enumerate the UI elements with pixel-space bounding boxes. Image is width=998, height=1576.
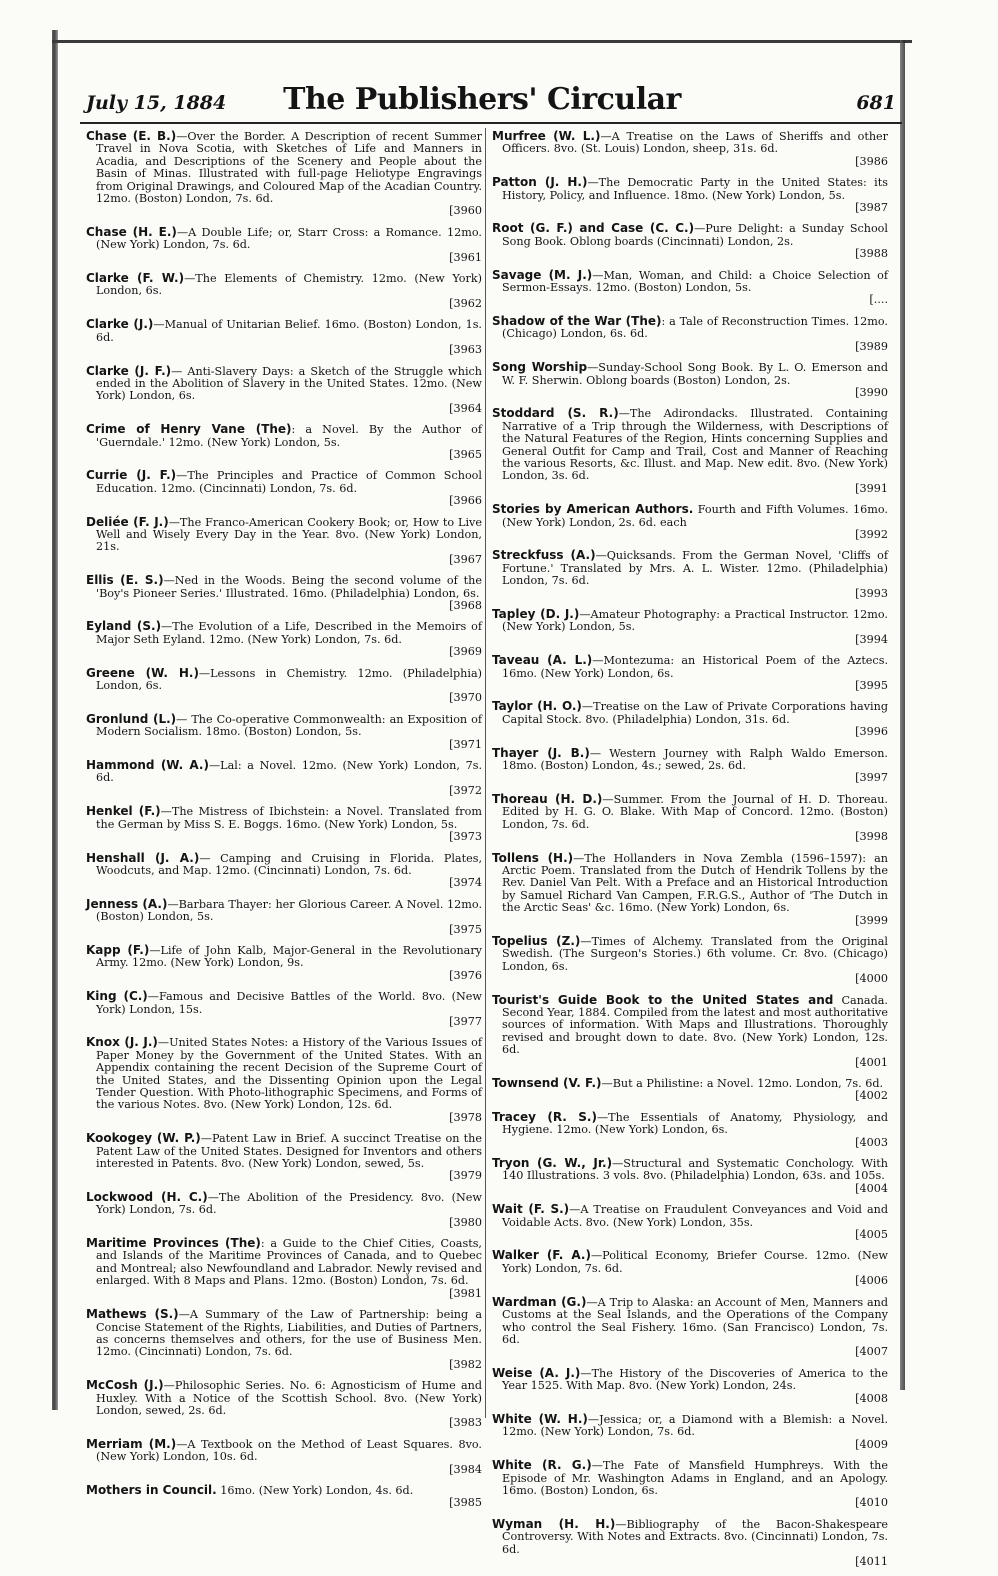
- entry-text: —A Textbook on the Method of Least Squares. 8vo. (New York) London, 10s. 6d.: [96, 1437, 482, 1464]
- entry-text: —Summer. From the Journal of H. D. Thoreau. Edited by H. G. O. Blake. With Map of Concord. 12mo. (Boston) London, 7s. 6d.: [502, 792, 888, 831]
- column-divider: [485, 128, 486, 1418]
- entry-heading: Patton (J. H.): [492, 175, 588, 190]
- entry-heading: Walker (F. A.): [492, 1248, 591, 1263]
- entry-text: —A Double Life; or, Starr Cross: a Romance. 12mo. (New York) London, 7s. 6d.: [96, 225, 482, 252]
- entry-text: — Western Journey with Ralph Waldo Emerson. 18mo. (Boston) London, 4s.; sewed, 2s. 6d.: [502, 746, 888, 773]
- entry-number: [3980: [449, 1215, 482, 1229]
- entry-heading: Thoreau (H. D.): [492, 791, 603, 806]
- entry-number: [3968: [449, 599, 482, 612]
- entry-heading: Topelius (Z.): [492, 933, 581, 948]
- entry-heading: Jenness (A.): [86, 896, 168, 911]
- entry-text: — Camping and Cruising in Florida. Plates, Woodcuts, and Map. 12mo. (Cincinnati) London, 7s. 6d.: [96, 851, 483, 877]
- entry-text: —Man, Woman, and Child: a Choice Selection of Sermon-Essays. 12mo. (Boston) London, 5s.: [502, 268, 888, 295]
- entry-heading: Currie (J. F.): [86, 468, 177, 483]
- entry-text: —The Adirondacks. Illustrated. Containing Narrative of a Trip through the Wilderness, with Descriptions of the Natural Features of the Region, Hints concerning Supplies and General Outfit for Camp and Trail, Cost and Manner of Reaching the various Resorts, &c. Illust. and Map. New edit. 8vo. (New York) London, 3s. 6d.: [502, 407, 888, 483]
- catalog-entry: [492, 994, 888, 1069]
- entry-text: —The Fate of Mansfield Humphreys. With the Episode of Mr. Washington Adams in England, and an Apology. 16mo. (Boston) London, 6s.: [502, 1459, 888, 1497]
- entry-number: [....: [869, 293, 888, 307]
- catalog-entry: [492, 176, 888, 214]
- entry-number: [4006: [855, 1274, 888, 1288]
- catalog-entry: [86, 1132, 482, 1183]
- catalog-entry: [492, 935, 888, 986]
- entry-number: [3975: [449, 922, 482, 936]
- entry-text: —Manual of Unitarian Belief. 16mo. (Boston) London, 1s. 6d.: [96, 318, 482, 344]
- entry-number: [3961: [449, 250, 482, 264]
- entry-text: —Political Economy, Briefer Course. 12mo. (New York) London, 7s. 6d.: [502, 1249, 889, 1275]
- entry-text: —Amateur Photography: a Practical Instructor. 12mo. (New York) London, 5s.: [502, 608, 888, 634]
- entry-heading: Kapp (F.): [86, 942, 150, 957]
- header-rule: [80, 122, 902, 124]
- catalog-entry: [86, 1484, 482, 1510]
- entry-text: —Ned in the Woods. Being the second volume of the 'Boy's Pioneer Series.' Illustrated. 16mo. (Philadelphia) London, 6s.: [96, 574, 482, 600]
- entry-number: [3983: [449, 1416, 482, 1430]
- entry-number: [3971: [449, 737, 482, 751]
- entry-number: [3996: [855, 725, 888, 739]
- entry-number: [3964: [449, 401, 482, 415]
- entry-text: —The Elements of Chemistry. 12mo. (New York) London, 6s.: [96, 272, 483, 298]
- catalog-entry: [86, 226, 482, 264]
- entry-heading: McCosh (J.): [86, 1378, 164, 1393]
- entry-number: [3973: [449, 830, 482, 844]
- entry-number: [3994: [855, 632, 888, 646]
- entry-heading: King (C.): [86, 989, 148, 1004]
- entry-heading: Merriam (M.): [86, 1436, 177, 1451]
- catalog-entry: [86, 713, 482, 751]
- catalog-entry: [86, 130, 482, 218]
- entry-number: [3976: [449, 968, 482, 982]
- page-title: The Publishers' Circular: [283, 82, 681, 117]
- entry-heading: Henshall (J. A.): [86, 850, 200, 865]
- entry-heading: Kookogey (W. P.): [86, 1131, 201, 1146]
- entry-text: —The Abolition of the Presidency. 8vo. (New York) London, 7s. 6d.: [96, 1190, 482, 1217]
- entry-text: —Philosophic Series. No. 6: Agnosticism of Hume and Huxley. With a Notice of the Scottish School. 8vo. (New York) London, sewed, 2s. 6d.: [96, 1379, 482, 1417]
- entry-number: [3992: [855, 527, 888, 541]
- catalog-entry: [86, 944, 482, 982]
- entry-number: [3963: [449, 343, 482, 357]
- catalog-entry: [492, 608, 888, 646]
- entry-heading: Wyman (H. H.): [492, 1516, 616, 1531]
- entry-heading: Chase (H. E.): [86, 224, 177, 239]
- entry-number: [3988: [855, 247, 888, 261]
- entry-number: [3986: [855, 154, 888, 168]
- catalog-entry: [86, 852, 482, 890]
- entry-text: —Lessons in Chemistry. 12mo. (Philadelphia) London, 6s.: [96, 666, 482, 693]
- entry-text: Fourth and Fifth Volumes. 16mo. (New York) London, 2s. 6d. each: [502, 503, 888, 529]
- catalog-entry: [492, 549, 888, 600]
- entry-heading: Weise (A. J.): [492, 1365, 581, 1380]
- entry-number: [3979: [449, 1169, 482, 1183]
- catalog-entry: [86, 469, 482, 507]
- catalog-entry: [492, 1203, 888, 1241]
- entry-heading: White (R. G.): [492, 1458, 592, 1473]
- entry-heading: Mathews (S.): [86, 1307, 179, 1322]
- catalog-entry: [492, 407, 888, 495]
- entry-heading: Clarke (J.): [86, 317, 154, 332]
- entry-text: —The Democratic Party in the United States: its History, Policy, and Influence. 18mo. (New York) London, 5s.: [502, 176, 889, 202]
- entry-number: [3960: [449, 204, 482, 218]
- entry-heading: Murfree (W. L.): [492, 129, 601, 143]
- catalog-entry: [492, 1111, 888, 1149]
- entry-text: —A Summary of the Law of Partnership: being a Concise Statement of the Rights, Liabilities, and Duties of Partners, as concerns themselves and others, for the use of Business Men. 12mo. (Cincinnati) London, 7s. 6d.: [96, 1308, 482, 1359]
- entry-number: [3997: [855, 771, 888, 785]
- entry-heading: Clarke (F. W.): [86, 271, 185, 286]
- entry-number: [3981: [449, 1286, 482, 1300]
- catalog-entry: [492, 747, 888, 785]
- catalog-entry: [86, 1237, 482, 1300]
- page-header: [62, 70, 902, 130]
- entry-number: [3985: [449, 1496, 482, 1510]
- entry-heading: Greene (W. H.): [86, 665, 199, 680]
- page-number: 681: [856, 92, 896, 114]
- entry-number: [4005: [855, 1228, 888, 1242]
- entry-text: —Famous and Decisive Battles of the World. 8vo. (New York) London, 15s.: [96, 990, 482, 1016]
- catalog-entry: [492, 222, 888, 260]
- catalog-entry: [492, 1413, 888, 1451]
- document-page: [62, 40, 902, 1568]
- entry-number: [3966: [449, 494, 482, 508]
- entry-text: —The Evolution of a Life, Described in the Memoirs of Major Seth Eyland. 12mo. (New York) London, 7s. 6d.: [96, 620, 482, 646]
- catalog-entry: [492, 315, 888, 353]
- entry-text: —Sunday-School Song Book. By L. O. Emerson and W. F. Sherwin. Oblong boards (Boston) London, 2s.: [502, 361, 888, 387]
- entry-heading: Taylor (H. O.): [492, 699, 582, 714]
- entry-number: [3977: [449, 1014, 482, 1028]
- catalog-entry: [86, 1379, 482, 1430]
- entry-number: [4002: [855, 1089, 888, 1103]
- entry-number: [4003: [855, 1135, 888, 1149]
- entry-heading: Hammond (W. A.): [86, 758, 209, 773]
- entry-heading: Savage (M. J.): [492, 267, 593, 282]
- entry-text: —A Treatise on the Laws of Sheriffs and other Officers. 8vo. (St. Louis) London, sheep, 31s. 6d.: [502, 130, 888, 156]
- entry-heading: Maritime Provinces (The): [86, 1236, 261, 1251]
- entry-number: [3970: [449, 691, 482, 705]
- catalog-entry: [492, 852, 888, 927]
- entry-number: [4008: [855, 1391, 888, 1405]
- entry-text: —The History of the Discoveries of America to the Year 1525. With Map. 8vo. (New York) London, 24s.: [502, 1366, 889, 1393]
- catalog-entry: [86, 423, 482, 461]
- entry-number: [3972: [449, 783, 482, 797]
- entry-text: —Quicksands. From the German Novel, 'Cliffs of Fortune.' Translated by Mrs. A. L. Wister. 12mo. (Philadelphia) London, 7s. 6d.: [502, 549, 888, 588]
- catalog-entry: [86, 1438, 482, 1476]
- entry-heading: Streckfuss (A.): [492, 548, 596, 563]
- entry-number: [3989: [855, 339, 888, 353]
- entry-number: [3987: [855, 201, 888, 215]
- entry-number: [3984: [449, 1462, 482, 1476]
- entry-heading: Henkel (F.): [86, 804, 161, 819]
- catalog-entry: [492, 1296, 888, 1359]
- entry-number: [3962: [449, 296, 482, 310]
- entry-text: —But a Philistine: a Novel. 12mo. London, 7s. 6d.: [601, 1077, 884, 1090]
- entry-number: [3965: [449, 447, 482, 461]
- catalog-entry: [492, 700, 888, 738]
- entry-number: [4000: [855, 972, 888, 986]
- entry-text: —The Hollanders in Nova Zembla (1596–1597): an Arctic Poem. Translated from the Dutch of Hendrik Tollens by the Rev. Daniel Van Pelt. With a Preface and an Historical Introduction by Samuel Richard Van Campen, F.R.G.S., Author of 'The Dutch in the Arctic Seas' &c. 16mo. (New York) London, 6s.: [502, 851, 888, 915]
- entry-text: —Barbara Thayer: her Glorious Career. A Novel. 12mo. (Boston) London, 5s.: [96, 897, 482, 924]
- entry-number: [4007: [855, 1345, 888, 1359]
- catalog-entry: [86, 759, 482, 797]
- entry-text: 16mo. (New York) London, 4s. 6d.: [216, 1483, 414, 1497]
- entry-text: — Anti-Slavery Days: a Sketch of the Struggle which ended in the Abolition of Slavery in the United States. 12mo. (New York) London, 6s.: [96, 364, 483, 403]
- entry-text: —A Treatise on Fraudulent Conveyances and Void and Voidable Acts. 8vo. (New York) London, 35s.: [502, 1203, 888, 1229]
- entry-number: [4011: [855, 1555, 888, 1568]
- entry-heading: Thayer (J. B.): [492, 745, 590, 760]
- catalog-entry: [492, 130, 888, 168]
- entry-number: [4001: [855, 1055, 888, 1069]
- catalog-entry: [492, 1518, 888, 1569]
- entry-heading: Taveau (A. L.): [492, 653, 593, 668]
- entry-heading: Tracey (R. S.): [492, 1109, 597, 1124]
- catalog-entry: [492, 1157, 888, 1195]
- catalog-entry: [492, 1367, 888, 1405]
- entry-heading: Ellis (E. S.): [86, 573, 164, 588]
- entry-number: [4004: [855, 1181, 888, 1195]
- catalog-entry: [86, 272, 482, 310]
- entry-text: —Treatise on the Law of Private Corporations having Capital Stock. 8vo. (Philadelphia) London, 31s. 6d.: [502, 700, 888, 726]
- entry-heading: Townsend (V. F.): [492, 1076, 602, 1090]
- entry-text: —The Principles and Practice of Common School Education. 12mo. (Cincinnati) London, 7s. 6d.: [96, 469, 482, 495]
- entry-text: —Bibliography of the Bacon-Shakespeare Controversy. With Notes and Extracts. 8vo. (Cincinnati) London, 7s. 6d.: [502, 1517, 888, 1556]
- catalog-entry: [86, 574, 482, 612]
- entry-text: : a Guide to the Chief Cities, Coasts, and Islands of the Maritime Provinces of Canada, and to Quebec and Montreal; also Newfoundland and Labrador. Newly revised and enlarged. With 8 Maps and Plans. 12mo. (Boston) London, 7s. 6d.: [96, 1237, 482, 1288]
- entry-text: —Structural and Systematic Conchology. With 140 Illustrations. 3 vols. 8vo. (Philadelphia) London, 63s. and 105s.: [502, 1157, 888, 1183]
- entry-number: [3999: [855, 913, 888, 927]
- left-column: [86, 130, 482, 1518]
- entry-heading: Stories by American Authors.: [492, 502, 694, 517]
- entry-heading: Stoddard (S. R.): [492, 406, 619, 421]
- entry-text: —The Mistress of Ibichstein: a Novel. Translated from the German by Miss S. E. Boggs. 16mo. (New York) London, 5s.: [96, 805, 482, 831]
- entry-text: —United States Notes: a History of the Various Issues of Paper Money by the Government of the United States. With an Appendix containing the recent Decision of the Supreme Court of the United States, and the Dissenting Opinion upon the Legal Tender Question. With Photo-lithographic Specimens, and Forms of the various Notes. 8vo. (New York) London, 12s. 6d.: [96, 1036, 482, 1112]
- entry-text: : a Novel. By the Author of 'Guerndale.' 12mo. (New York) London, 5s.: [96, 423, 482, 449]
- entry-heading: Wait (F. S.): [492, 1202, 570, 1217]
- entry-heading: Deliée (F. J.): [86, 514, 169, 529]
- catalog-entry: [86, 898, 482, 936]
- entry-heading: Song Worship: [492, 360, 588, 375]
- entry-text: —Jessica; or, a Diamond with a Blemish: a Novel. 12mo. (New York) London, 7s. 6d.: [502, 1412, 888, 1439]
- catalog-entry: [86, 667, 482, 705]
- entry-text: —Patent Law in Brief. A succinct Treatise on the Patent Law of the United States. Designed for Inventors and others interested in Patents. 8vo. (New York) London, sewed, 5s.: [96, 1132, 482, 1171]
- catalog-entry: [492, 503, 888, 541]
- entry-text: —The Essentials of Anatomy, Physiology, and Hygiene. 12mo. (New York) London, 6s.: [502, 1110, 888, 1137]
- entry-number: [3995: [855, 679, 888, 693]
- entry-text: —Life of John Kalb, Major-General in the Revolutionary Army. 12mo. (New York) London, 9s.: [96, 943, 482, 970]
- catalog-entry: [492, 1077, 888, 1103]
- entry-heading: Wardman (G.): [492, 1294, 587, 1309]
- catalog-entry: [492, 269, 888, 307]
- entry-heading: Clarke (J. F.): [86, 363, 172, 378]
- entry-heading: Mothers in Council.: [86, 1482, 217, 1497]
- catalog-entry: [492, 793, 888, 844]
- catalog-entry: [492, 1459, 888, 1510]
- catalog-entry: [86, 1308, 482, 1371]
- entry-heading: Gronlund (L.): [86, 711, 177, 726]
- entry-heading: Knox (J. J.): [86, 1035, 158, 1050]
- entry-text: —Times of Alchemy. Translated from the Original Swedish. (The Surgeon's Stories.) 6th volume. Cr. 8vo. (Chicago) London, 6s.: [502, 934, 888, 973]
- catalog-entry: [86, 516, 482, 567]
- catalog-entry: [86, 1191, 482, 1229]
- entry-heading: Lockwood (H. C.): [86, 1189, 208, 1204]
- catalog-entry: [492, 654, 888, 692]
- entry-heading: Chase (E. B.): [86, 129, 177, 143]
- catalog-entry: [86, 1036, 482, 1124]
- entry-number: [3982: [449, 1357, 482, 1371]
- entry-text: —A Trip to Alaska: an Account of Men, Manners and Customs at the Seal Islands, and the Operations of the Company who control the Seal Fishery. 16mo. (San Francisco) London, 7s. 6d.: [502, 1295, 888, 1346]
- header-date: July 15, 1884: [86, 92, 227, 114]
- entry-number: [3978: [449, 1110, 482, 1124]
- entry-number: [3991: [855, 481, 888, 495]
- entry-number: [4009: [855, 1437, 888, 1451]
- entry-number: [3967: [449, 552, 482, 566]
- entry-text: —The Franco-American Cookery Book; or, How to Live Well and Wisely Every Day in the Year. 8vo. (New York) London, 21s.: [96, 515, 482, 554]
- entry-heading: Crime of Henry Vane (The): [86, 422, 292, 437]
- entry-number: [3969: [449, 645, 482, 659]
- catalog-entry: [492, 361, 888, 399]
- catalog-entry: [86, 620, 482, 658]
- entry-text: : a Tale of Reconstruction Times. 12mo. (Chicago) London, 6s. 6d.: [502, 314, 888, 341]
- scan-edge-left: [52, 30, 58, 1410]
- entry-text: — The Co-operative Commonwealth: an Exposition of Modern Socialism. 18mo. (Boston) London, 5s.: [96, 712, 483, 739]
- entry-text: —Pure Delight: a Sunday School Song Book. Oblong boards (Cincinnati) London, 2s.: [502, 222, 888, 248]
- entry-heading: Tryon (G. W., Jr.): [492, 1156, 613, 1171]
- entry-heading: White (W. H.): [492, 1411, 588, 1426]
- entry-number: [3974: [449, 876, 482, 890]
- entry-heading: Tourist's Guide Book to the United States and: [492, 992, 834, 1007]
- entry-number: [3993: [855, 586, 888, 600]
- entry-text: Canada. Second Year, 1884. Compiled from the latest and most authoritative sources of information. With Maps and Illustrations. Thoroughly revised and brought down to date. 8vo. (New York) London, 12s. 6d.: [502, 993, 888, 1057]
- entry-number: [4010: [855, 1496, 888, 1510]
- entry-text: —Over the Border. A Description of recent Summer Travel in Nova Scotia, with Sketches of Life and Manners in Acadia, and Descriptions of the Scenery and People about the Basin of Minas. Illustrated with full-page Heliotype Engravings from Original Drawings, and Coloured Map of the Acadian Country. 12mo. (Boston) London, 7s. 6d.: [96, 130, 482, 206]
- catalog-entry: [86, 805, 482, 843]
- entry-heading: Eyland (S.): [86, 619, 162, 634]
- right-column: [492, 130, 888, 1576]
- entry-heading: Tapley (D. J.): [492, 607, 580, 621]
- catalog-entry: [86, 318, 482, 356]
- catalog-entry: [86, 990, 482, 1028]
- entry-heading: Root (G. F.) and Case (C. C.): [492, 221, 695, 236]
- catalog-entry: [86, 365, 482, 416]
- entry-text: —Montezuma: an Historical Poem of the Aztecs. 16mo. (New York) London, 6s.: [502, 654, 888, 680]
- catalog-entry: [492, 1249, 888, 1287]
- entry-number: [3990: [855, 385, 888, 399]
- entry-heading: Shadow of the War (The): [492, 313, 662, 328]
- entry-heading: Tollens (H.): [492, 850, 574, 865]
- entry-number: [3998: [855, 830, 888, 844]
- entry-text: —Lal: a Novel. 12mo. (New York) London, 7s. 6d.: [96, 759, 483, 785]
